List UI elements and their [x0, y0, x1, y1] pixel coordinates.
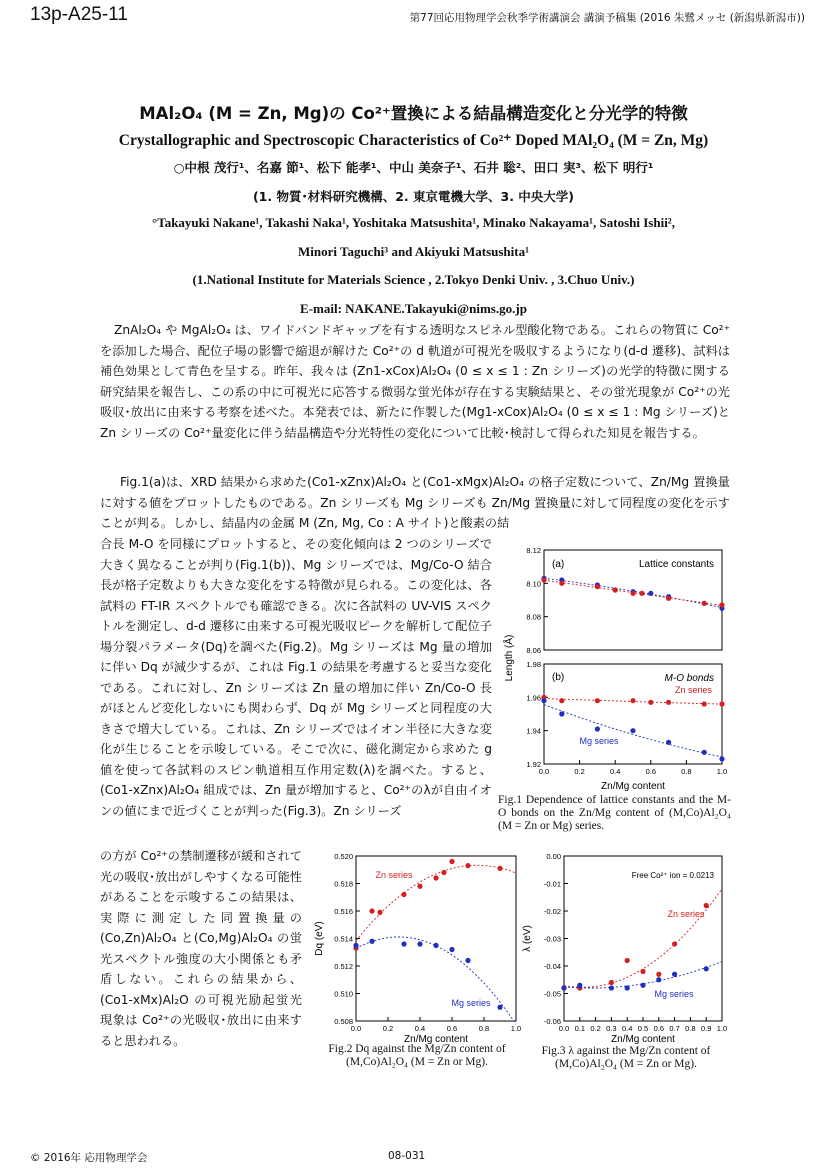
fig2-point — [449, 859, 454, 864]
fig2-point — [433, 875, 438, 880]
fig3-point — [672, 972, 677, 977]
fig1a-title: Lattice constants — [638, 559, 714, 570]
abstract-code: 13p-A25-11 — [30, 4, 128, 25]
fig1a-point — [639, 591, 644, 596]
fig3-frame — [564, 856, 722, 1021]
fig3-point — [640, 983, 645, 988]
fig2-point — [465, 958, 470, 963]
fig2-ylabel: Dq (eV) — [314, 921, 325, 956]
fig3-legend-mg: Mg series — [654, 989, 694, 999]
fig2-ytick-label: 0.516 — [334, 907, 353, 916]
fig1b-xtick-label: 0.6 — [645, 767, 657, 776]
title-en: Crystallographic and Spectroscopic Characteristics of Co²⁺ Doped MAl₂O₄ (M = Zn, Mg) — [118, 132, 709, 149]
fig1a-ytick-label: 8.12 — [526, 546, 541, 555]
fig3-point — [672, 941, 677, 946]
fig3-xtick-label: 0.0 — [558, 1024, 570, 1033]
fig1b-legend-zn: Zn series — [674, 685, 712, 695]
fig3-ytick-label: -0.01 — [543, 879, 561, 889]
paragraph-body: 合長 M-O を同様にプロットすると、その変化傾向は 2 つのシリーズで大きく異なることが判り(Fig.1(b))、Mg シリーズでは、Mg/Co-O 結合長が格子定数よりも大きな変化をする特徴が見られる。この変化は、各試料の FT-IR スペクトルでも確認できる。次に各試料の UV-VIS スペクトルを測定し、d-d 遷移に由来する可視光吸収ピークを解析して配位子場分裂パラメータ(Dq)を調べた(Fig.2)。Mg シリーズは Mg 量の増加に伴い Dq が減少するが、これは Fig.1 の結果を考慮すると妥当な変化である。これに対し、Zn シリーズは Zn 量の増加に伴い Zn/Co-O 長がほとんど変化しないにも関わらず、Dq が Mg シリーズと同程度の大きさで増大している。これは、Zn シリーズではイオン半径に大きな変化が生じることを示唆している。そこで次に、磁化測定から求めた g 値を使って各試料のスピン軌道相互作用定数(λ)を調べた。すると、(Co1-xZnx)Al₂O₄ 組成では、Zn 量が増加すると、Co²⁺のλが自由イオンの値にまで近づくことが判った(Fig.3)。Zn シリーズ — [100, 537, 492, 818]
authors-jp: ○中根 茂行¹、名嘉 節¹、松下 能孝¹、中山 美奈子¹、石井 聡²、田口 実³、松下 明行¹ — [173, 160, 654, 175]
fig3-point — [704, 966, 709, 971]
fig1-ylabel: Length (Å) — [504, 634, 515, 682]
fig3-point — [609, 985, 614, 990]
affiliations-en: (1.National Institute for Materials Science , 2.Tokyo Denki Univ. , 3.Chuo Univ.) — [192, 272, 635, 287]
fig1b-point — [648, 700, 653, 705]
fig3-xtick-label: 0.1 — [574, 1024, 586, 1033]
fig2-ytick-label: 0.514 — [334, 934, 353, 944]
fig3-xtick-label: 0.7 — [669, 1024, 680, 1033]
fig2-point — [417, 884, 422, 889]
fig1b-point — [630, 728, 635, 733]
copyright: © 2016年 応用物理学会 — [30, 1152, 148, 1164]
fig2-point — [353, 943, 358, 948]
fig1b-point — [702, 750, 707, 755]
fig3-point — [561, 985, 566, 990]
affiliations-jp: (1. 物質･材料研究機構、2. 東京電機大学、3. 中央大学) — [252, 189, 575, 204]
fig3-ytick-label: -0.06 — [543, 1017, 561, 1026]
fig2-ytick-label: 0.512 — [334, 962, 353, 971]
fig1a-ytick-label: 8.10 — [526, 579, 541, 589]
fig1b-panel-label: (b) — [552, 672, 565, 683]
fig1b-xtick-label: 0.8 — [681, 767, 692, 776]
fig2-point — [465, 863, 470, 868]
fig2-point — [377, 910, 382, 915]
fig1b-ytick-label: 1.98 — [526, 660, 541, 669]
fig3-ytick-label: -0.03 — [543, 934, 561, 944]
fig3-xtick-label: 0.8 — [685, 1024, 696, 1033]
fig1b-xtick-label: 1.0 — [716, 767, 728, 776]
fig1b-point — [719, 756, 724, 761]
fig2-point — [433, 943, 438, 948]
fig2-xtick-label: 0.8 — [478, 1024, 490, 1033]
fig2-legend-mg: Mg series — [451, 998, 491, 1008]
fig2-point — [369, 939, 374, 944]
fig3-ytick-label: -0.05 — [543, 989, 561, 999]
conference-header: 第77回応用物理学会秋季学術講演会 講演予稿集 (2016 朱鷺メッセ (新潟県新潟市)) — [409, 12, 805, 24]
fig2-point — [441, 870, 446, 875]
fig1b-point — [559, 698, 564, 703]
fig3-ytick-label: 0.00 — [546, 852, 561, 861]
fig1b-ytick-label: 1.94 — [526, 726, 541, 736]
fig1b-point — [666, 700, 671, 705]
fig1b-point — [541, 698, 546, 703]
fig3-point — [640, 969, 645, 974]
fig2-frame — [356, 856, 516, 1021]
fig1b-point — [595, 726, 600, 731]
fig3-ytick-label: -0.04 — [543, 962, 561, 971]
fig1b-point — [630, 698, 635, 703]
fig3-xtick-label: 0.3 — [606, 1024, 617, 1033]
email: E-mail: NAKANE.Takayuki@nims.go.jp — [300, 301, 527, 316]
fig3-xlabel: Zn/Mg content — [611, 1034, 675, 1045]
fig1b-xtick-label: 0.4 — [609, 767, 621, 776]
fig2-ytick-label: 0.520 — [334, 852, 353, 861]
fig1b-point — [595, 698, 600, 703]
fig3-xtick-label: 0.4 — [621, 1024, 633, 1033]
title-jp: MAl₂O₄ (M = Zn, Mg)の Co²⁺置換による結晶構造変化と分光学的特徴 — [139, 104, 688, 123]
fig1b-legend-mg: Mg series — [579, 736, 619, 746]
fig3-point — [609, 980, 614, 985]
fig3-point — [625, 985, 630, 990]
fig2-point — [401, 892, 406, 897]
fig2-xtick-label: 0.2 — [382, 1024, 394, 1033]
fig1b-xtick-label: 0.2 — [574, 767, 585, 776]
fig3-xtick-label: 0.6 — [653, 1024, 665, 1033]
fig3-point — [577, 983, 582, 988]
fig3-point — [704, 903, 709, 908]
fig2-xtick-label: 0.4 — [414, 1024, 426, 1033]
fig1b-point — [666, 740, 671, 745]
fig2-ytick-label: 0.510 — [334, 989, 353, 999]
fig1a-point — [613, 587, 618, 592]
figure-1-chart — [498, 540, 733, 800]
fig1a-panel-label: (a) — [552, 559, 565, 570]
fig3-ytick-label: -0.02 — [543, 907, 561, 916]
fig1b-ytick-label: 1.92 — [526, 760, 541, 769]
authors-en-line1: °Takayuki Nakane¹, Takashi Naka¹, Yoshitaka Matsushita¹, Minako Nakayama¹, Satoshi Ishii², — [152, 215, 675, 230]
paragraph-intro: ZnAl₂O₄ や MgAl₂O₄ は、ワイドバンドギャップを有する透明なスピネル型酸化物である。これらの物質に Co²⁺を添加した場合、配位子場の影響で縮退が解けた Co²⁺の d 軌道が可視光を吸収するようになり(d-d 遷移)、試料は補色効果として青色を呈する。昨年、我々は (Zn1-xCox)Al₂O₄ (0 ≤ x ≤ 1 : Zn シリーズ)の光学的特徴に関する研究結果を報告し、この系の中に可視光に応答する微弱な蛍光体が存在する実験結果と、その蛍光現象が Co²⁺の光吸収･放出に由来する考察を述べた。本発表では、新たに作製した(Mg1-xCox)Al₂O₄ (0 ≤ x ≤ 1 : Mg シリーズ)と Zn シリーズの Co²⁺量変化に伴う結晶構造や分光特性の変化について比較･検討して得られた知見を報告する。 — [100, 323, 730, 440]
fig1b-title: M-O bonds — [664, 673, 714, 684]
figure-2-chart — [310, 848, 520, 1043]
fig2-trend-1 — [356, 937, 516, 1024]
fig1a-point — [559, 581, 564, 586]
fig3-point — [656, 972, 661, 977]
fig1-xlabel: Zn/Mg content — [601, 781, 665, 792]
fig2-xtick-label: 0.0 — [350, 1024, 362, 1033]
fig1a-point — [719, 602, 724, 607]
fig1b-point — [719, 701, 724, 706]
fig2-point — [497, 1005, 502, 1010]
fig3-legend-zn: Zn series — [667, 909, 705, 919]
authors-en-line2: Minori Taguchi³ and Akiyuki Matsushita¹ — [297, 244, 530, 259]
page-number: 08-031 — [388, 1150, 426, 1162]
fig2-ytick-label: 0.518 — [334, 879, 353, 889]
paragraph-conclusion: の方が Co²⁺の禁制遷移が緩和されて光の吸収･放出がしやすくなる可能性があることを示唆するこの結果は、実際に測定した同置換量の(Co,Zn)Al₂O₄ と(Co,Mg)Al₂O₄ の蛍光スペクトル強度の大小関係とも矛盾しない。これらの結果から、(Co1-xMx)Al₂O の可視光励起蛍光現象は Co²⁺の光吸収･放出に由来すると思われる。 — [100, 849, 302, 1048]
fig2-xtick-label: 0.6 — [446, 1024, 458, 1033]
fig1a-ytick-label: 8.06 — [526, 646, 541, 655]
fig1a-point — [630, 591, 635, 596]
fig3-ylabel: λ (eV) — [522, 925, 533, 952]
fig2-point — [401, 941, 406, 946]
fig2-point — [497, 866, 502, 871]
fig3-point — [656, 977, 661, 982]
fig3-xtick-label: 0.9 — [700, 1024, 712, 1033]
fig1a-point — [666, 596, 671, 601]
figure-3-caption: Fig.3 λ against the Mg/Zn content of (M,Co)Al₂O₄ (M = Zn or Mg). — [541, 1045, 711, 1070]
fig1b-ytick-label: 1.96 — [526, 693, 541, 703]
fig1a-point — [541, 577, 546, 582]
fig3-annotation: Free Co²⁺ ion = 0.0213 — [631, 871, 714, 880]
fig2-xlabel: Zn/Mg content — [404, 1034, 468, 1045]
fig1a-point — [595, 584, 600, 589]
fig3-point — [625, 958, 630, 963]
fig1a-point — [702, 601, 707, 606]
fig2-point — [369, 908, 374, 913]
fig1b-point — [702, 701, 707, 706]
figure-1-caption: Fig.1 Dependence of lattice constants and the M-O bonds on the Zn/Mg content of (M,Co)Al₂O₄ (M = Zn or Mg) series. — [498, 794, 731, 832]
fig2-xtick-label: 1.0 — [510, 1024, 522, 1033]
fig1b-xtick-label: 0.0 — [538, 767, 550, 776]
fig1b-point — [559, 711, 564, 716]
fig3-xtick-label: 1.0 — [716, 1024, 728, 1033]
fig3-xtick-label: 0.5 — [637, 1024, 649, 1033]
fig2-point — [449, 947, 454, 952]
figure-3-chart — [520, 848, 732, 1043]
paragraph-fig1: Fig.1(a)は、XRD 結果から求めた(Co1-xZnx)Al₂O₄ と(Co1-xMgx)Al₂O₄ の格子定数について、Zn/Mg 置換量に対する値をプロットしたものである。Zn シリーズも Mg シリーズも Zn/Mg 置換量に対して同程度の変化を示すことが判る。しかし、結晶内の金属 M (Zn, Mg, Co : A サイト)と酸素の結 — [100, 475, 730, 530]
figure-2-caption: Fig.2 Dq against the Mg/Zn content of (M,Co)Al₂O₄ (M = Zn or Mg). — [328, 1043, 506, 1068]
fig1a-ytick-label: 8.08 — [526, 612, 541, 622]
fig2-ytick-label: 0.508 — [334, 1017, 353, 1026]
fig3-xtick-label: 0.2 — [590, 1024, 601, 1033]
fig2-point — [417, 941, 422, 946]
fig2-legend-zn: Zn series — [375, 870, 413, 880]
